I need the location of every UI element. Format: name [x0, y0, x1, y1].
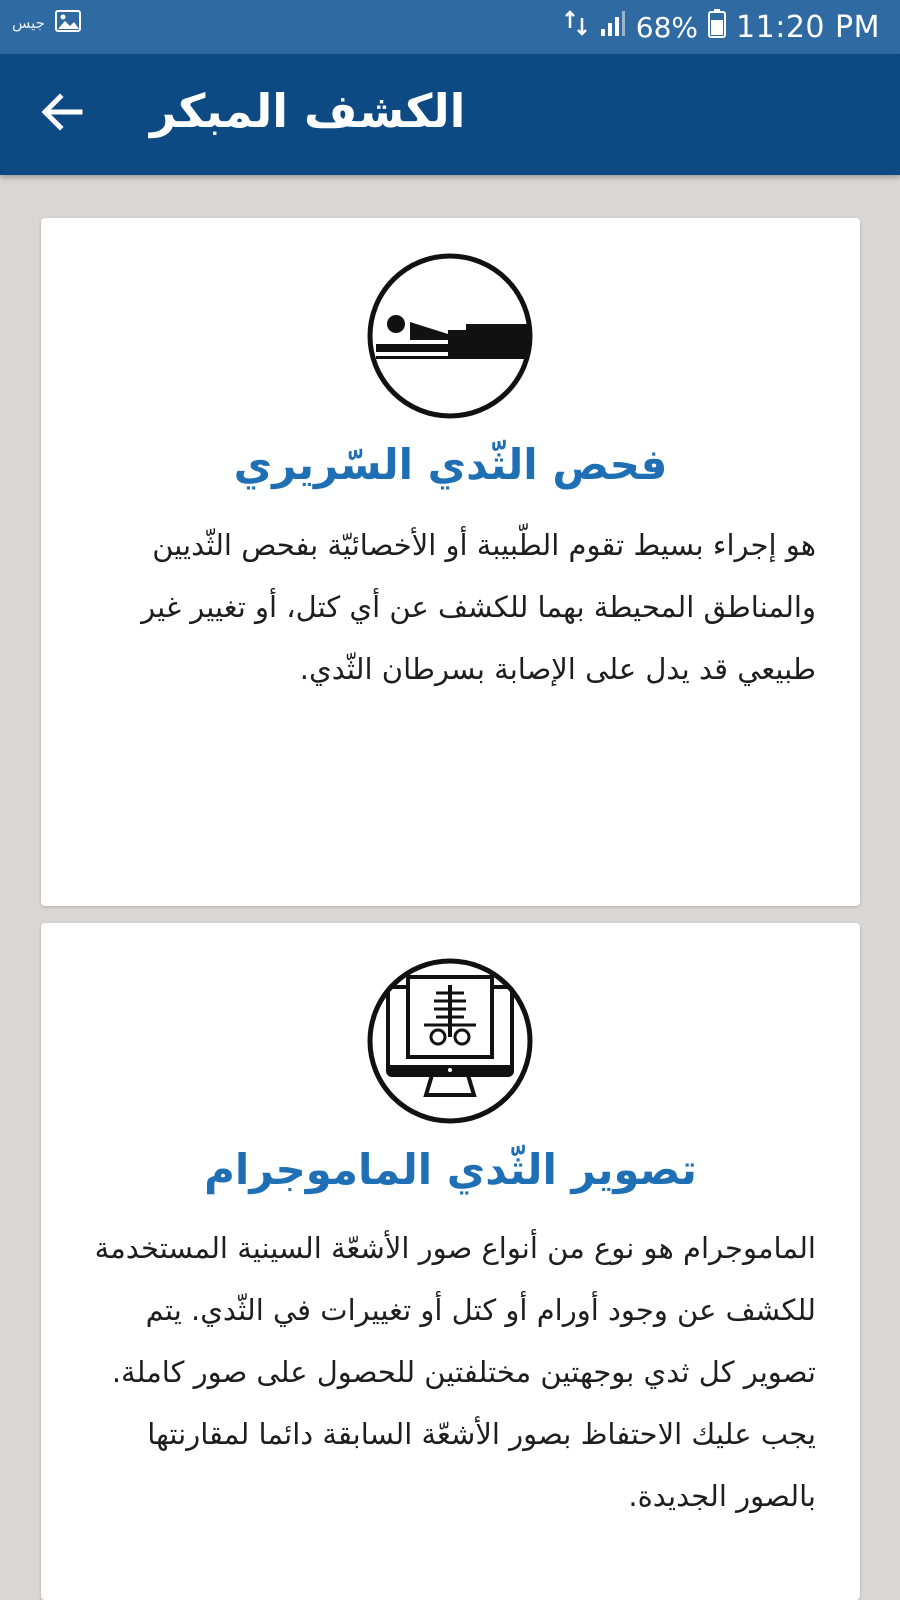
- image-icon: [55, 10, 81, 36]
- back-button[interactable]: [30, 82, 94, 146]
- status-left-group: [12, 10, 81, 36]
- card-body-text: الماموجرام هو نوع من أنواع صور الأشعّة السينية المستخدمة للكشف عن وجود أورام أو كتل أو تغييرات في الثّدي. يتم تصوير كل ثدي بوجهتين مختلفتين للحصول على صور كاملة. يجب عليك الاحتفاظ بصور الأشعّة السابقة دائما لمقارنتها بالصور الجديدة.: [94, 1231, 816, 1513]
- signal-icon: [600, 9, 626, 45]
- bed-examination-icon: [366, 252, 534, 420]
- status-bar: [0, 0, 900, 54]
- page-title: الكشف المبكر: [150, 84, 466, 138]
- carrier-label: جيس: [12, 14, 45, 32]
- card-body-text: هو إجراء بسيط تقوم الطّبيبة أو الأخصائيّة بفحص الثّديين والمناطق المحيطة بهما للكشف عن أي كتل، أو تغيير غير طبيعي قد يدل على الإصابة بسرطان الثّدي.: [141, 528, 816, 686]
- card-title: فحص الثّدي السّريري: [233, 440, 668, 489]
- app-bar: [0, 54, 900, 175]
- info-card-mammogram: [41, 923, 860, 1600]
- card-title: تصوير الثّدي الماموجرام: [204, 1145, 697, 1194]
- arrow-left-icon: [40, 90, 84, 138]
- monitor-xray-icon: [366, 957, 534, 1125]
- status-clock: 11:20 PM: [736, 9, 880, 45]
- info-card-clinical-exam: [41, 218, 860, 906]
- data-arrows-icon: [564, 8, 590, 46]
- status-right-group: [564, 8, 880, 46]
- battery-icon: [708, 8, 726, 46]
- battery-percent: 68%: [635, 10, 699, 44]
